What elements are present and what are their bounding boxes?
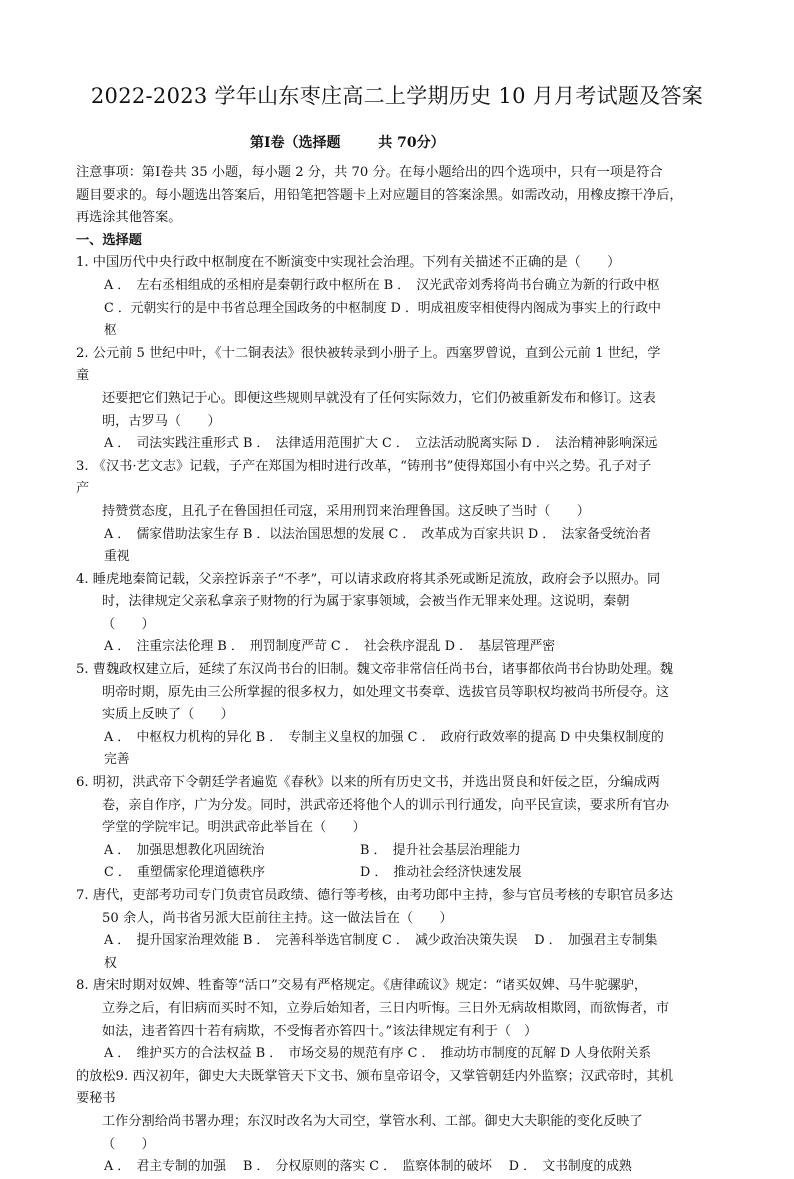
question-4-options: A ． 注重宗法伦理 B ． 刑罚制度严苛 C ． 社会秩序混乱 D ． 基层管理严密 <box>104 639 556 655</box>
question-6-options-row <box>76 840 726 863</box>
page-title: 2022-2023 学年山东枣庄高二上学期历史 10 月月考试题及答案 <box>90 84 704 108</box>
question-4-stem: 时，法律规定父亲私拿亲子财物的行为属于家事领域，会被当作无罪来处理。这说明，秦朝 <box>102 594 630 610</box>
question-7-stem: 7. 唐代，吏部考功司专门负责官员政绩、德行等考核，由考功郎中主持，参与官员考核的专职官员多达 <box>76 888 674 903</box>
exam-content <box>76 162 726 1179</box>
question-8-options: 的放松9. 西汉初年，御史大夫既掌管天下文书、颁布皇帝诏令，又掌管朝廷内外监察；汉武帝时，其机 <box>76 1068 674 1084</box>
question-2-stem: 童 <box>76 368 90 384</box>
question-5-stem: 实质上反映了（ ） <box>102 707 234 723</box>
question-8-options: 要秘书 <box>76 1091 116 1107</box>
question-4-stem: （ ） <box>102 616 155 632</box>
question-8-stem: 8. 唐宋时期对奴婢、牲畜等“活口”交易有严格规定。《唐律疏议》规定：“诸买奴婢、马牛驼骡驴， <box>76 978 648 994</box>
notice-line: 再选涂其他答案。 <box>76 210 182 226</box>
question-9-stem: 工作分割给尚书署办理；东汉时改名为大司空，掌管水利、工部。御史大夫职能的变化反映了 <box>102 1113 643 1129</box>
question-7-options: A ． 提升国家治理效能 B ． 完善科举选官制度 C ． 减少政治决策失误 D ． 加强君主专制集 <box>104 933 658 949</box>
question-5-stem: 明帝时期，原先由三公所掌握的很多权力，如处理文书奏章、选拔官员等职权均被尚书所侵夺。这 <box>102 684 670 700</box>
notice-line: 注意事项：第Ⅰ卷共 35 小题，每小题 2 分，共 70 分。在每小题给出的四个选项中，只有一项是符合 <box>76 165 663 180</box>
option-b: B ． 提升社会基层治理能力 <box>360 842 521 858</box>
question-1-options: 枢 <box>104 323 117 339</box>
question-8-stem: 如法，违者笞四十若有病欺，不受悔者亦笞四十。”该法律规定有利于（ ） <box>102 1023 538 1039</box>
question-1-stem: 1. 中国历代中央行政中枢制度在不断演变中实现社会治理。下列有关描述不正确的是（ ） <box>76 255 621 271</box>
volume-heading: 第Ⅰ卷（选择题 共 70分） <box>250 135 445 151</box>
question-8-stem: 立券之后，有旧病而买时不知，立券后始知者，三日内听悔。三日外无病故相欺罔，而欲悔者，市 <box>102 1000 670 1016</box>
question-3-options: 重视 <box>104 549 130 565</box>
question-2-options: A ． 司法实践注重形式 B ． 法律适用范围扩大 C ． 立法活动脱离实际 D ． 法治精神影响深远 <box>104 436 658 452</box>
option-d: D ． 推动社会经济快速发展 <box>360 865 522 881</box>
question-9-stem: （ ） <box>102 1136 155 1152</box>
question-5-stem: 5. 曹魏政权建立后，延续了东汉尚书台的旧制。魏文帝非常信任尚书台，诸事都依尚书台协助处理。魏 <box>76 662 674 678</box>
question-2-stem: 还要把它们熟记于心。即便这些规则早就没有了任何实际效力，它们仍被重新发布和修订。这表 <box>102 390 656 406</box>
question-1-options: A ． 左右丞相组成的丞相府是秦朝行政中枢所在 B ． 汉光武帝刘秀将尚书台确立为新的行政中枢 <box>104 277 660 293</box>
question-3-stem: 产 <box>76 481 90 497</box>
question-2-stem: 2. 公元前 5 世纪中叶，《十二铜表法》很快被转录到小册子上。西塞罗曾说，直到公元前 1 世纪，学 <box>76 345 661 361</box>
question-3-stem: 持赞赏态度，且孔子在鲁国担任司寇，采用刑罚来治理鲁国。这反映了当时（ ） <box>102 503 590 519</box>
option-c: C ． 重塑儒家伦理道德秩序 <box>104 865 266 881</box>
question-6-options-row <box>76 862 726 885</box>
question-3-stem: 3. 《汉书·艺文志》记载，子产在郑国为相时进行改革，“铸刑书”使得郑国小有中兴之势。孔子对子 <box>76 458 652 474</box>
question-5-options: 完善 <box>104 752 130 768</box>
notice-line: 题目要求的。每小题选出答案后，用铅笔把答题卡上对应题目的答案涂黑。如需改动，用橡皮擦干净后， <box>76 187 683 203</box>
question-7-stem: 50 余人，尚书省另派大臣前往主持。这一做法旨在（ ） <box>102 910 453 926</box>
question-5-options: A ． 中枢权力机构的异化 B ． 专制主义皇权的加强 C ． 政府行政效率的提高 D 中央集权制度的 <box>104 729 664 745</box>
question-6-stem: 卷，亲自作序，广为分发。同时，洪武帝还将他个人的训示刊行通发，向平民宣读，要求所有官办 <box>102 797 670 813</box>
option-a: A ． 加强思想教化巩固统治 <box>104 842 265 858</box>
question-1-options: C ．元朝实行的是中书省总理全国政务的中枢制度 D ．明成祖废宰相使得内阁成为事实上的行政中 <box>104 300 661 316</box>
question-3-options: A ． 儒家借助法家生存 B ．以法治国思想的发展 C ． 改革成为百家共识 D ． 法家备受统治者 <box>104 526 652 542</box>
question-2-stem: 明，古罗马（ ） <box>102 413 221 429</box>
question-6-stem: 6. 明初，洪武帝下令朝廷学者遍览《春秋》以来的所有历史文书，并选出贤良和奸佞之臣，分编成两 <box>76 775 660 791</box>
question-4-stem: 4. 睡虎地秦简记载，父亲控诉亲子“不孝”，可以请求政府将其杀死或断足流放，政府会予以照办。同 <box>76 571 661 587</box>
section-heading: 一、选择题 <box>76 232 142 248</box>
question-6-stem: 学堂的学院牢记。明洪武帝此举旨在（ ） <box>102 820 366 836</box>
question-9-options: A ． 君主专制的加强 B ． 分权原则的落实 C ． 监察体制的破坏 D ． 文书制度的成熟 <box>104 1159 632 1175</box>
question-8-options: A ． 维护买方的合法权益 B ． 市场交易的规范有序 C ． 推动坊市制度的瓦解 D 人身依附关系 <box>104 1046 652 1062</box>
question-7-options: 权 <box>104 955 117 971</box>
